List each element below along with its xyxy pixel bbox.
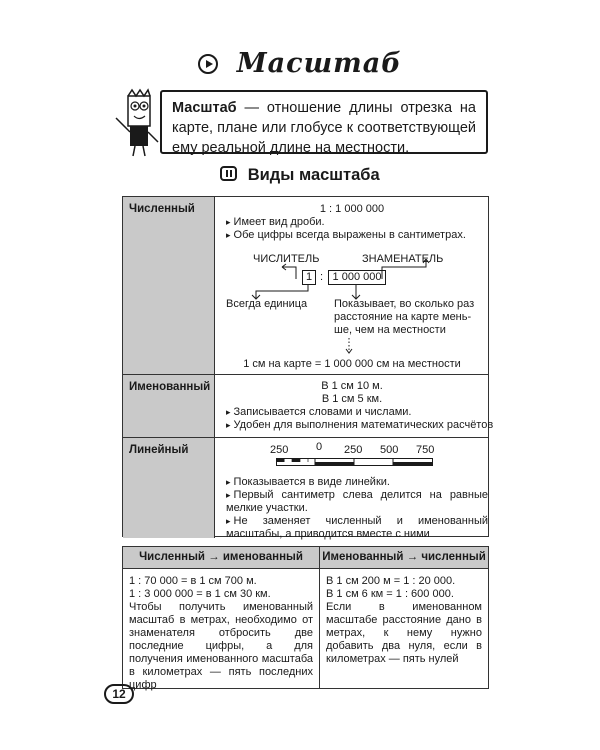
- definition-term: Масштаб: [172, 100, 237, 116]
- numeric-summary: 1 см на карте = 1 000 000 см на местности: [243, 358, 461, 370]
- bullet-item: ▸ Записывается словами и числами.: [226, 406, 411, 419]
- conversion-rule: Если в именованном масштабе расстояние дано в метрах, к нему нужно добавить два нуля, если в километрах — пять нулей: [326, 601, 482, 665]
- play-icon: [198, 54, 218, 74]
- row-content: [216, 438, 488, 538]
- conversion-example: В 1 см 6 км = 1 : 600 000.: [326, 588, 454, 600]
- row-label: Именованный: [123, 375, 215, 437]
- fraction-colon: :: [320, 271, 324, 283]
- table-row-named: [123, 375, 494, 438]
- table-row-numeric: [123, 197, 488, 375]
- numeric-example: 1 : 1 000 000: [319, 203, 385, 215]
- row-content: [216, 197, 488, 374]
- linear-ruler: [276, 458, 436, 467]
- ruler-tick-label: 250: [270, 444, 289, 456]
- bullet-item: ▸ Имеет вид дроби.: [226, 216, 325, 229]
- conversion-example: 1 : 70 000 = в 1 см 700 м.: [129, 575, 257, 587]
- ruler-tick-label: 500: [380, 444, 399, 456]
- numerator-note: Всегда единица: [226, 298, 308, 310]
- bullet-item: ▸ Показывается в виде линейки.: [226, 476, 390, 489]
- page-title: Масштаб: [236, 48, 402, 79]
- row-content: [216, 375, 494, 437]
- bullet-item: ▸ Не заменяет численный и именованный масштабы, а приводится вместе с ними: [226, 515, 488, 541]
- numerator-box: 1: [302, 270, 316, 285]
- conversion-header-right: Именованный → численный: [320, 547, 488, 569]
- denominator-note-line: Показывает, во сколько раз: [334, 298, 475, 310]
- ruler-tick-label: 750: [416, 444, 435, 456]
- denominator-note-line: расстояние на карте мень-: [334, 311, 472, 323]
- conversion-example: 1 : 3 000 000 = в 1 см 30 км.: [129, 588, 271, 600]
- definition-text: — отношение длины отрезка на карте, плане или глобусе к соответствующей ему реальной длине на местности.: [172, 100, 476, 156]
- ruler-tick-label: 250: [344, 444, 363, 456]
- subtitle-row: [0, 166, 600, 185]
- page-number: 12: [104, 684, 134, 704]
- conversion-rule: Чтобы получить именованный масштаб в метрах, необходимо от знаменателя отбросить две последние цифры, а для получения именованного масштаба в километрах — пять последних цифр: [129, 601, 313, 691]
- denominator-note-line: ше, чем на местности: [334, 324, 446, 336]
- mascot-icon: [108, 88, 168, 158]
- definition-box: [160, 90, 488, 154]
- conversion-right-body: [320, 570, 488, 671]
- table-row-linear: [123, 438, 488, 538]
- bullet-item: ▸ Первый сантиметр слева делится на равные мелкие участки.: [226, 489, 488, 515]
- conversion-left-body: [123, 570, 319, 697]
- named-line: В 1 см 5 км.: [321, 393, 383, 405]
- numerator-label: ЧИСЛИТЕЛЬ: [253, 253, 320, 265]
- dotted-arrow: [344, 338, 354, 354]
- row-label: Линейный: [123, 438, 215, 538]
- row-label: Численный: [123, 197, 215, 374]
- pause-icon: [220, 166, 237, 181]
- conversion-header-left: Численный → именованный: [123, 547, 319, 569]
- scale-types-table: [122, 196, 494, 540]
- bullet-item: ▸ Удобен для выполнения математических расчётов: [226, 419, 493, 432]
- bullet-item: ▸ Обе цифры всегда выражены в сантиметрах.: [226, 229, 466, 242]
- denominator-label: ЗНАМЕНАТЕЛЬ: [362, 253, 444, 265]
- conversion-example: В 1 см 200 м = 1 : 20 000.: [326, 575, 456, 587]
- title-row: [0, 48, 600, 79]
- ruler-tick-label: 0: [316, 441, 323, 453]
- section-subtitle: Виды масштаба: [247, 166, 380, 184]
- denominator-box: 1 000 000: [328, 270, 386, 285]
- named-line: В 1 см 10 м.: [321, 380, 383, 392]
- conversion-table: [122, 546, 489, 689]
